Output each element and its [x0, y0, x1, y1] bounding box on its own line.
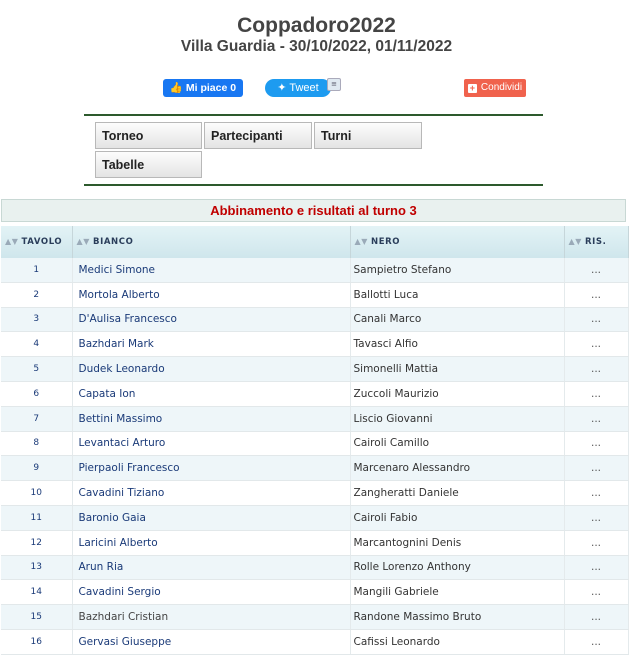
- table-number: 2: [1, 282, 72, 307]
- table-row: [1, 357, 628, 382]
- table-number: 10: [1, 481, 72, 506]
- column-header-bianco[interactable]: ▲▼ BIANCO: [72, 226, 350, 258]
- column-header-ris[interactable]: ▲▼ RIS.: [564, 226, 628, 258]
- result-cell: ...: [564, 605, 628, 630]
- tweet-count-icon: ≡: [327, 78, 341, 91]
- thumbs-up-icon: 👍: [169, 82, 183, 94]
- table-row: [1, 406, 628, 431]
- page-subtitle: Villa Guardia - 30/10/2022, 01/11/2022: [180, 38, 453, 55]
- white-player-link[interactable]: Bazhdari Mark: [72, 332, 350, 357]
- result-cell: ...: [564, 431, 628, 456]
- column-header-nero[interactable]: ▲▼ NERO: [350, 226, 564, 258]
- black-player-link[interactable]: Marcantognini Denis: [350, 530, 564, 555]
- black-player-link[interactable]: Sampietro Stefano: [350, 258, 564, 282]
- sort-icon: ▲▼: [568, 237, 583, 246]
- black-player-link[interactable]: Liscio Giovanni: [350, 406, 564, 431]
- black-player-link[interactable]: Tavasci Alfio: [350, 332, 564, 357]
- table-row: [1, 530, 628, 555]
- white-player-link[interactable]: Baronio Gaia: [72, 505, 350, 530]
- nav-partecipanti-button[interactable]: Partecipanti: [204, 122, 312, 149]
- white-player-link[interactable]: Medici Simone: [72, 258, 350, 282]
- black-player-link[interactable]: Cafissi Leonardo: [350, 629, 564, 654]
- sort-icon: ▲▼: [76, 237, 91, 246]
- table-row: [1, 605, 628, 630]
- white-player-link[interactable]: Bettini Massimo: [72, 406, 350, 431]
- table-row: [1, 555, 628, 580]
- table-row: [1, 456, 628, 481]
- table-row: [1, 580, 628, 605]
- table-number: 6: [1, 381, 72, 406]
- result-cell: ...: [564, 629, 628, 654]
- table-number: 13: [1, 555, 72, 580]
- table-row: [1, 307, 628, 332]
- table-number: 1: [1, 258, 72, 282]
- table-number: 12: [1, 530, 72, 555]
- table-number: 7: [1, 406, 72, 431]
- table-row: [1, 381, 628, 406]
- result-cell: ...: [564, 282, 628, 307]
- table-row: [1, 505, 628, 530]
- result-cell: ...: [564, 555, 628, 580]
- black-player-link[interactable]: Cairoli Fabio: [350, 505, 564, 530]
- white-player-link[interactable]: Laricini Alberto: [72, 530, 350, 555]
- white-player-link[interactable]: Capata Ion: [72, 381, 350, 406]
- divider-top: [84, 114, 543, 116]
- white-player-link[interactable]: Levantaci Arturo: [72, 431, 350, 456]
- result-cell: ...: [564, 381, 628, 406]
- white-player-link[interactable]: Cavadini Sergio: [72, 580, 350, 605]
- result-cell: ...: [564, 580, 628, 605]
- white-player-link[interactable]: D'Aulisa Francesco: [72, 307, 350, 332]
- divider-bottom: [84, 184, 543, 186]
- table-number: 4: [1, 332, 72, 357]
- table-number: 15: [1, 605, 72, 630]
- white-player-link[interactable]: Mortola Alberto: [72, 282, 350, 307]
- table-row: [1, 332, 628, 357]
- table-row: [1, 629, 628, 654]
- table-number: 9: [1, 456, 72, 481]
- result-cell: ...: [564, 456, 628, 481]
- plus-icon: +: [469, 83, 476, 93]
- white-player-link[interactable]: Bazhdari Cristian: [72, 605, 350, 630]
- tweet-button[interactable]: [265, 79, 331, 97]
- result-cell: ...: [564, 357, 628, 382]
- facebook-like-button[interactable]: [163, 79, 243, 97]
- pairings-table: [1, 226, 629, 655]
- table-number: 14: [1, 580, 72, 605]
- table-number: 11: [1, 505, 72, 530]
- white-player-link[interactable]: Cavadini Tiziano: [72, 481, 350, 506]
- sort-icon: ▲▼: [354, 237, 369, 246]
- result-cell: ...: [564, 332, 628, 357]
- white-player-link[interactable]: Dudek Leonardo: [72, 357, 350, 382]
- share-label: Condividi: [480, 82, 523, 93]
- black-player-link[interactable]: Mangili Gabriele: [350, 580, 564, 605]
- result-cell: ...: [564, 307, 628, 332]
- white-player-link[interactable]: Gervasi Giuseppe: [72, 629, 350, 654]
- table-row: [1, 431, 628, 456]
- result-cell: ...: [564, 481, 628, 506]
- nav-turni-button[interactable]: Turni: [314, 122, 422, 149]
- black-player-link[interactable]: Rolle Lorenzo Anthony: [350, 555, 564, 580]
- twitter-bird-icon: ✦: [277, 82, 287, 94]
- tweet-label: Tweet: [289, 82, 319, 94]
- black-player-link[interactable]: Randone Massimo Bruto: [350, 605, 564, 630]
- result-cell: ...: [564, 530, 628, 555]
- like-label: Mi piace 0: [185, 82, 237, 94]
- black-player-link[interactable]: Zuccoli Maurizio: [350, 381, 564, 406]
- table-number: 16: [1, 629, 72, 654]
- black-player-link[interactable]: Marcenaro Alessandro: [350, 456, 564, 481]
- table-row: [1, 282, 628, 307]
- table-number: 8: [1, 431, 72, 456]
- nav-torneo-button[interactable]: Torneo: [95, 122, 202, 149]
- share-button[interactable]: [464, 79, 526, 97]
- table-row: [1, 258, 628, 282]
- result-cell: ...: [564, 406, 628, 431]
- black-player-link[interactable]: Ballotti Luca: [350, 282, 564, 307]
- black-player-link[interactable]: Cairoli Camillo: [350, 431, 564, 456]
- black-player-link[interactable]: Canali Marco: [350, 307, 564, 332]
- table-row: [1, 481, 628, 506]
- black-player-link[interactable]: Zangheratti Daniele: [350, 481, 564, 506]
- table-number: 5: [1, 357, 72, 382]
- result-cell: ...: [564, 258, 628, 282]
- white-player-link[interactable]: Arun Ria: [72, 555, 350, 580]
- result-cell: ...: [564, 505, 628, 530]
- column-header-tavolo[interactable]: ▲▼ TAVOLO: [1, 226, 72, 258]
- nav-tabelle-button[interactable]: Tabelle: [95, 151, 202, 178]
- black-player-link[interactable]: Simonelli Mattia: [350, 357, 564, 382]
- page-title: Coppadoro2022: [237, 14, 396, 37]
- sort-icon: ▲▼: [5, 237, 19, 246]
- white-player-link[interactable]: Pierpaoli Francesco: [72, 456, 350, 481]
- table-number: 3: [1, 307, 72, 332]
- round-caption: Abbinamento e risultati al turno 3: [1, 199, 626, 222]
